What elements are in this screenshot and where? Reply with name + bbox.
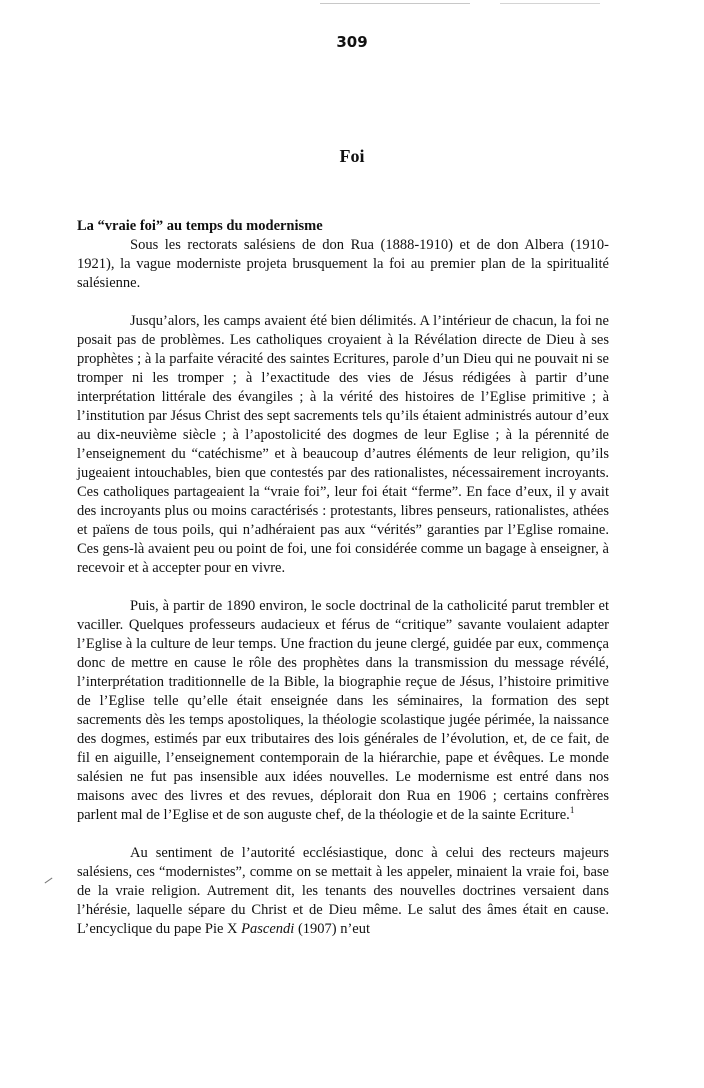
top-scan-rule bbox=[500, 3, 600, 4]
paragraph-text: (1907) n’eut bbox=[294, 921, 371, 937]
paragraph-text: Au sentiment de l’autorité ecclésiastique, donc à celui des recteurs majeurs salésiens, ces “modernistes”, comme on se mettait à les appeler, minaient la vraie foi, base de la vraie religion. Autrement dit, les tenants des nouvelles doctrines versaient dans l’hérésie, laquelle sépare du Christ et de Dieu même. Le salut des âmes était en cause. L’encyclique du pape Pie X bbox=[77, 845, 609, 937]
paragraph-text: Puis, à partir de 1890 environ, le socle doctrinal de la catholicité parut trembler et vaciller. Quelques professeurs audacieux et férus de “critique” savante voulaient adapter l’Eglise à la culture de leur temps. Une fraction du jeune clergé, guidée par eux, commença donc de mettre en cause le rôle des prophètes dans la transmission du message révélé, l’interprétation traditionnelle de la Bible, la biographie reçue de Jésus, l’histoire primitive de l’Eglise telle qu’elle était enseignée dans les séminaires, la formation des sept sacrements dès les temps apostoliques, la théologie scolastique jugée périmée, la naissance des dogmes, estimés par eux tributaires des lois générales de l’évolution, et, de ce fait, de fil en aiguille, l’enseignement contemporain de la hiérarchie, pape et évêques. Le monde salésien ne fut pas insensible aux idées nouvelles. Le modernisme est entré dans nos maisons avec des livres et des revues, déplorait don Rua en 1906 ; certains confrères parlent mal de l’Eglise et de son auguste chef, de la théologie et de la sainte Ecriture. bbox=[77, 598, 609, 823]
chapter-title: Foi bbox=[339, 146, 365, 166]
paragraph bbox=[77, 597, 609, 825]
body-text bbox=[77, 217, 609, 939]
paragraph: Sous les rectorats salésiens de don Rua (1888-1910) et de don Albera (1910-1921), la vague moderniste projeta brusquement la foi au premier plan de la spiritualité salésienne. bbox=[77, 237, 609, 291]
paragraph: Jusqu’alors, les camps avaient été bien délimités. A l’intérieur de chacun, la foi ne posait pas de problèmes. Les catholiques croyaient à la Révélation directe de Dieu à ses prophètes ; à la parfaite véracité des saintes Ecritures, parole d’un Dieu qui ne pouvait ni se tromper ni les tromper ; à l’exactitude des vies de Jésus rédigées à partir d’une interprétation littérale des évangiles ; à la vérité des histoires de l’Eglise primitive ; à l’institution par Jésus Christ des sept sacrements tels qu’ils étaient administrés autour d’eux au dix-neuvième siècle ; à l’apostolicité des dogmes de leur Eglise ; à la pérennité de l’enseignement du “catéchisme” et à beaucoup d’autres éléments de leur religion, qu’ils jugeaient intouchables, bien que contestés par des rationalistes, nécessairement incroyants. Ces catholiques partageaient la “vraie foi”, leur foi était “ferme”. En face d’eux, il y avait des incroyants plus ou moins caractérisés : protestants, libres penseurs, rationalistes, athées et païens de tous poils, qui n’adhéraient pas aux “vérités” garanties par l’Eglise romaine. Ces gens-là avaient peu ou point de foi, une foi considérée comme un bagage à enseigner, à recevoir et à accepter pour en vivre. bbox=[77, 313, 609, 576]
footnote-reference[interactable]: 1 bbox=[569, 805, 575, 816]
margin-scan-mark bbox=[45, 878, 53, 884]
section-heading: La “vraie foi” au temps du modernisme bbox=[77, 218, 323, 234]
page-number: 309 bbox=[336, 33, 368, 51]
top-scan-rule bbox=[320, 3, 470, 4]
encyclical-title: Pascendi bbox=[241, 921, 295, 937]
paragraph bbox=[77, 844, 609, 939]
